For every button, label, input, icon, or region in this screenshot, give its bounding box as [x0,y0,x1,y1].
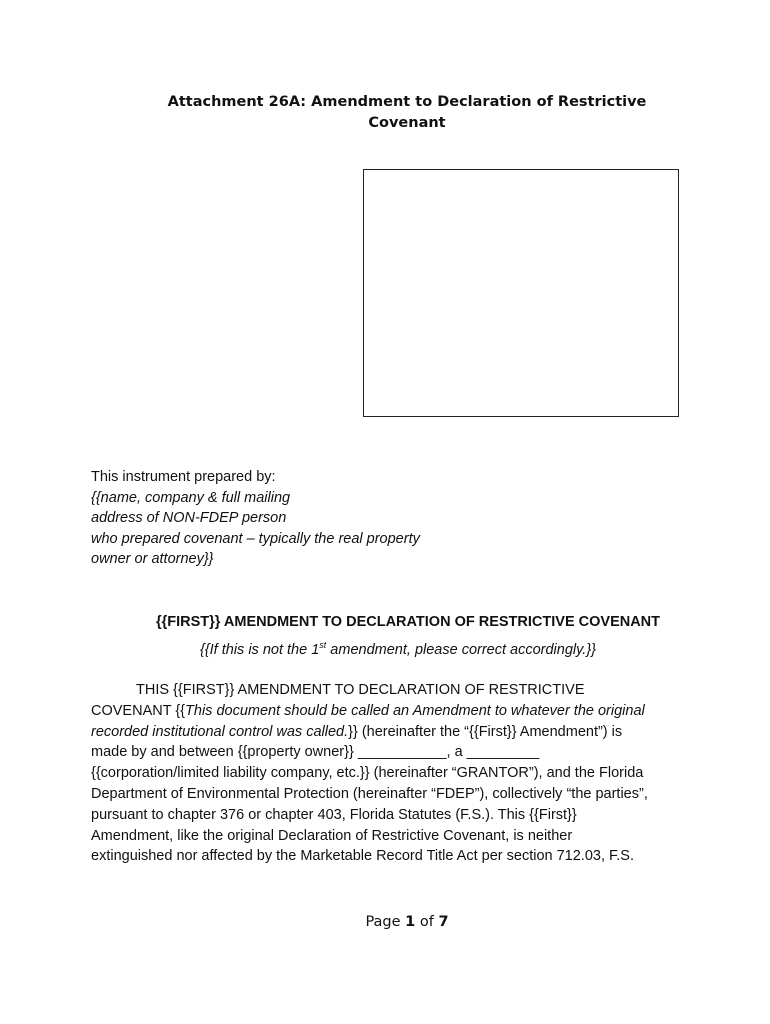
subnote-before: {{If this is not the 1 [199,642,320,658]
body-line-6: Department of Environmental Protection (hereinafter “FDEP”), collectively “the parties”, [91,785,648,802]
amendment-heading: {{FIRST}} AMENDMENT TO DECLARATION OF RESTRICTIVE COVENANT [155,614,661,630]
amendment-body-paragraph [91,680,681,867]
prepared-by-line-1: {{name, company & full mailing [91,489,291,506]
title-line-1: Attachment 26A: Amendment to Declaration of Restrictive [167,94,647,110]
body-line-2-plain: COVENANT {{ [91,702,186,719]
page-number-footer [0,912,770,932]
prepared-by-line-4: owner or attorney}} [91,551,214,567]
body-line-1: THIS {{FIRST}} AMENDMENT TO DECLARATION OF RESTRICTIVE [136,682,585,698]
prepared-by-line-3: who prepared covenant – typically the real property [91,530,420,547]
page-word: Page [365,914,401,930]
body-line-7: pursuant to chapter 376 or chapter 403, Florida Statutes (F.S.). This {{First}} [91,806,577,823]
body-line-3-italic: recorded institutional control was called. [91,723,349,740]
total-page-number: 7 [438,914,449,930]
subnote-superscript: st [319,640,327,651]
amendment-subnote [91,640,705,660]
title-line-2: Covenant [368,115,446,131]
body-line-2-italic: This document should be called an Amendment to whatever the original [185,702,645,719]
prepared-by-block [91,467,471,570]
of-word: of [419,914,434,930]
body-line-2 [91,701,681,722]
body-line-3-plain: }} (hereinafter the “{{First}} Amendment”) is [348,723,623,740]
prepared-by-line-2: address of NON-FDEP person [91,510,287,526]
subnote-after: amendment, please correct accordingly.}} [326,642,597,658]
body-line-3 [91,722,681,743]
document-title [140,92,674,134]
current-page-number: 1 [405,914,416,930]
body-line-9: extinguished nor affected by the Marketable Record Title Act per section 712.03, F.S. [91,848,634,865]
body-line-5: {{corporation/limited liability company, etc.}} (hereinafter “GRANTOR”), and the Florida [91,765,644,782]
body-line-8: Amendment, like the original Declaration of Restrictive Covenant, is neither [91,827,573,844]
recording-space-box [363,169,679,417]
prepared-by-label: This instrument prepared by: [91,469,276,485]
body-line-4: made by and between {{property owner}} ___________, a _________ [91,744,540,761]
